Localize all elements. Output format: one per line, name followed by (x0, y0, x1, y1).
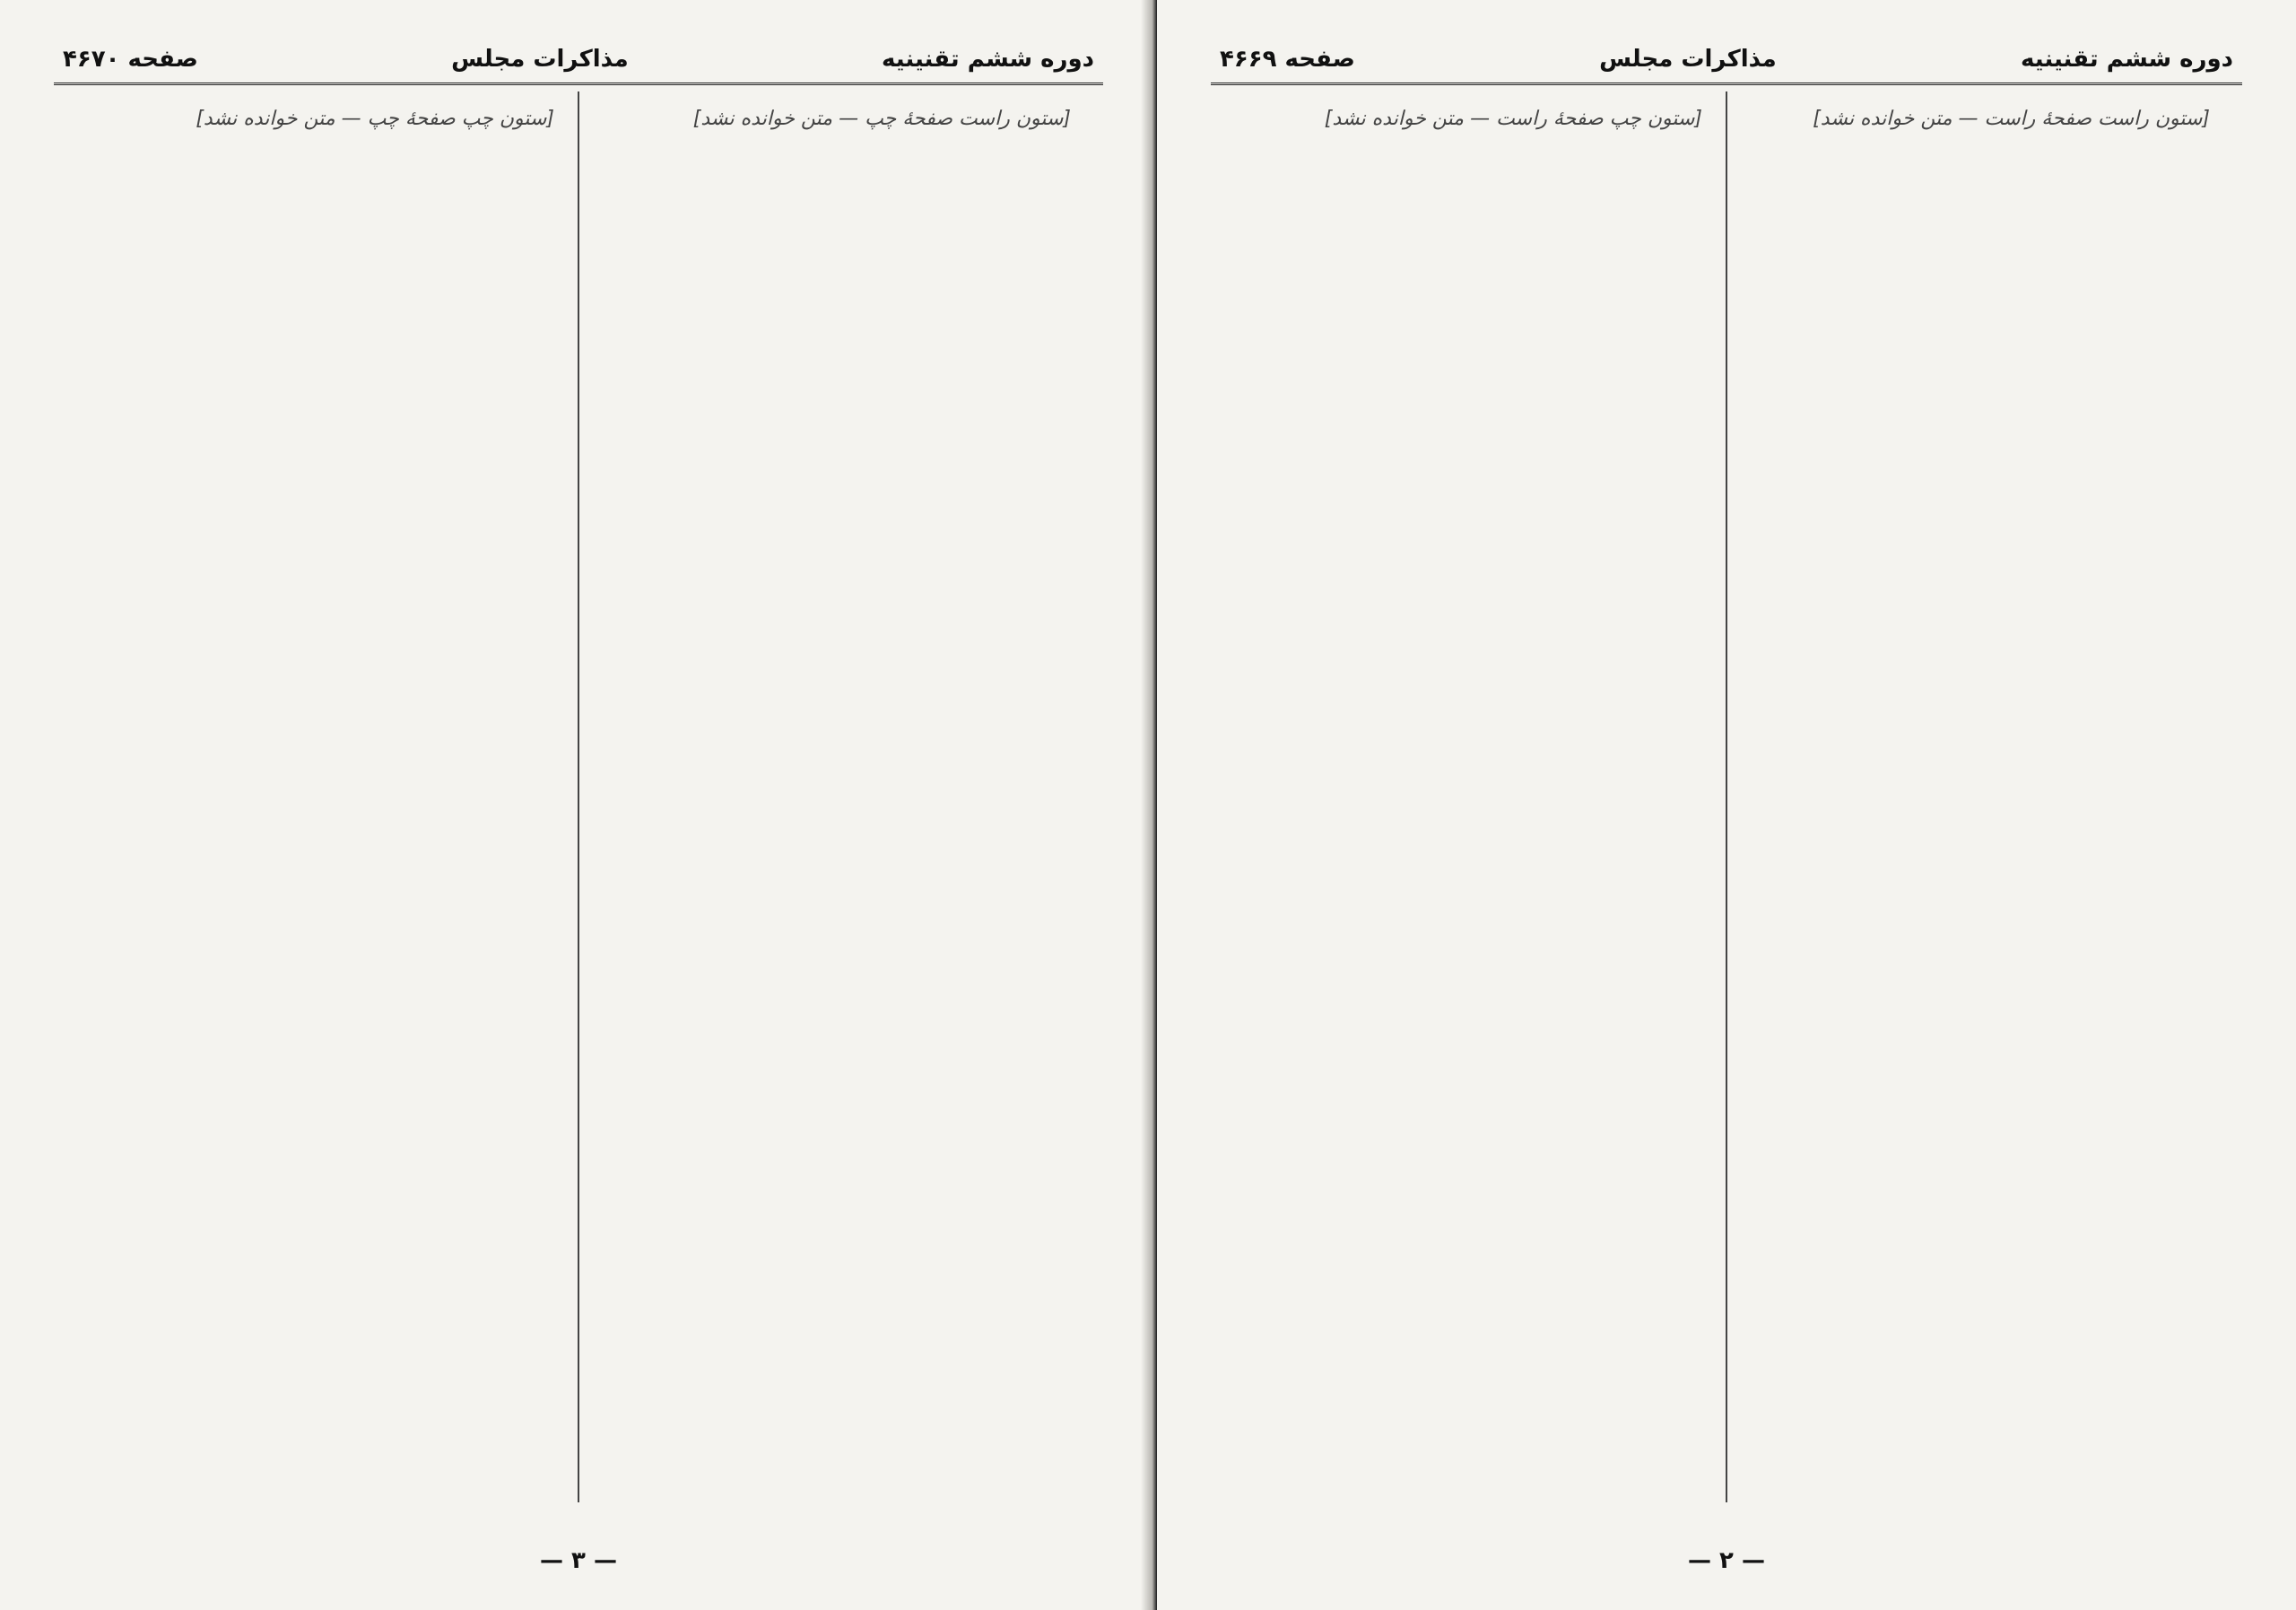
left-page-header-term: دوره ششم تقنینیه (881, 46, 1094, 73)
left-page-number: — ۳ — (540, 1547, 617, 1574)
right-page-column-right-placeholder: [ستون راست صفحهٔ راست — متن خوانده نشد] (1813, 108, 2210, 130)
left-page-header-page: صفحه ۴۶۷۰ (63, 46, 198, 73)
right-page-column-right (1727, 91, 2233, 1502)
right-page-column-left-placeholder: [ستون چپ صفحهٔ راست — متن خوانده نشد] (1324, 108, 1702, 130)
left-page-header-rule (54, 83, 1103, 85)
right-page-header-page: صفحه ۴۶۶۹ (1220, 46, 1355, 73)
right-page-header-rule (1211, 83, 2242, 85)
left-page-column-left (63, 91, 578, 1502)
left-page-header-title: مذاکرات مجلس (451, 46, 629, 73)
right-page-number: — ۲ — (1688, 1547, 1765, 1574)
left-page-header (63, 38, 1094, 81)
right-page-columns (1220, 91, 2233, 1502)
right-page-header-term: دوره ششم تقنینیه (2020, 46, 2233, 73)
left-page-column-right (579, 91, 1094, 1502)
left-page-column-left-placeholder: [ستون چپ صفحهٔ چپ — متن خوانده نشد] (196, 108, 554, 130)
right-page-column-divider (1726, 91, 1727, 1502)
left-page-column-right-placeholder: [ستون راست صفحهٔ چپ — متن خوانده نشد] (692, 108, 1071, 130)
right-page (1157, 0, 2296, 1610)
left-page-column-divider (578, 91, 579, 1502)
right-page-column-left (1220, 91, 1726, 1502)
right-page-header (1220, 38, 2233, 81)
left-page-columns (63, 91, 1094, 1502)
right-page-header-title: مذاکرات مجلس (1599, 46, 1777, 73)
